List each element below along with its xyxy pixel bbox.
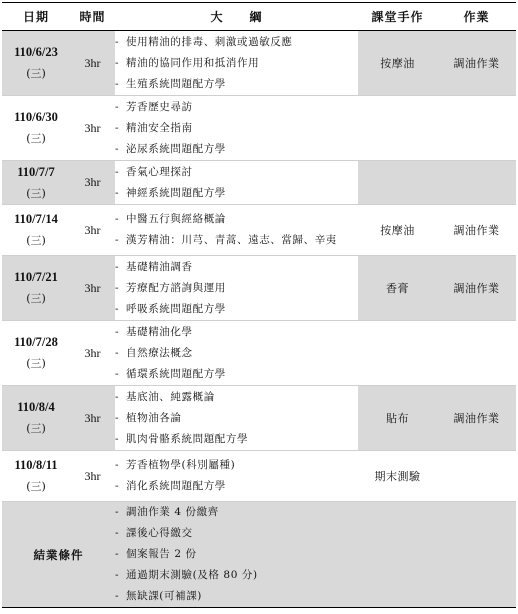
outline-list bbox=[115, 97, 358, 160]
header-time: 時間 bbox=[70, 3, 115, 31]
outline-item bbox=[115, 387, 358, 408]
header-row bbox=[2, 3, 516, 31]
outline-list bbox=[115, 455, 358, 497]
classwork-cell bbox=[358, 321, 437, 386]
session-outline-cell bbox=[115, 205, 358, 256]
bullet-dash-icon: - bbox=[115, 234, 120, 246]
outline-item-text: 肌肉骨骼系統問題配方學 bbox=[126, 432, 249, 445]
bullet-dash-icon: - bbox=[115, 432, 120, 445]
session-date: 110/6/23 bbox=[14, 45, 58, 59]
table-row bbox=[2, 31, 516, 96]
session-weekday: (三) bbox=[26, 422, 46, 435]
table-row bbox=[2, 386, 516, 451]
completion-item bbox=[115, 565, 358, 586]
outline-list bbox=[115, 209, 358, 251]
header-outline: 大 綱 bbox=[115, 3, 358, 31]
bullet-dash-icon: - bbox=[115, 186, 120, 199]
completion-item bbox=[115, 544, 358, 565]
bullet-dash-icon: - bbox=[115, 506, 120, 518]
completion-label: 結業條件 bbox=[2, 502, 115, 608]
bullet-dash-icon: - bbox=[115, 390, 120, 403]
completion-item-text: 通過期末測驗(及格 80 分) bbox=[126, 569, 258, 581]
outline-list bbox=[115, 162, 358, 204]
table-row bbox=[2, 451, 516, 502]
session-weekday: (三) bbox=[26, 292, 46, 305]
outline-item-text: 芳香歷史尋訪 bbox=[126, 100, 193, 113]
bullet-dash-icon: - bbox=[115, 35, 120, 48]
session-date-cell bbox=[2, 96, 70, 161]
completion-blank-cell bbox=[358, 502, 516, 608]
session-weekday: (三) bbox=[26, 234, 46, 247]
outline-item-text: 漢芳精油：川芎、青蒿、遠志、當歸、辛夷 bbox=[126, 234, 337, 246]
session-outline-cell bbox=[115, 96, 358, 161]
homework-cell: 調油作業 bbox=[437, 31, 516, 96]
outline-item bbox=[115, 139, 358, 160]
session-outline-cell bbox=[115, 321, 358, 386]
outline-item bbox=[115, 118, 358, 139]
bullet-dash-icon: - bbox=[115, 459, 120, 471]
outline-item-text: 基礎精油調香 bbox=[126, 260, 193, 273]
outline-item-text: 芳香植物學(科別屬種) bbox=[126, 459, 236, 471]
outline-list bbox=[115, 387, 358, 450]
outline-list bbox=[115, 32, 358, 95]
outline-item bbox=[115, 278, 358, 299]
classwork-cell: 按摩油 bbox=[358, 205, 437, 256]
session-date-cell bbox=[2, 31, 70, 96]
session-outline-cell bbox=[115, 451, 358, 502]
outline-item-text: 神經系統問題配方學 bbox=[126, 186, 226, 199]
session-weekday: (三) bbox=[26, 67, 46, 80]
completion-item bbox=[115, 586, 358, 607]
table-row bbox=[2, 96, 516, 161]
outline-item bbox=[115, 162, 358, 183]
session-duration: 3hr bbox=[70, 386, 115, 451]
outline-item-text: 植物油各論 bbox=[126, 411, 182, 424]
outline-list bbox=[115, 322, 358, 385]
outline-item-text: 香氣心理探討 bbox=[126, 165, 193, 178]
outline-item bbox=[115, 455, 358, 476]
bullet-dash-icon: - bbox=[115, 590, 120, 602]
outline-item-text: 呼吸系統問題配方學 bbox=[126, 302, 226, 315]
outline-list bbox=[115, 257, 358, 320]
session-weekday: (三) bbox=[26, 480, 46, 493]
bullet-dash-icon: - bbox=[115, 56, 120, 69]
outline-item-text: 芳療配方諮詢與運用 bbox=[126, 281, 226, 294]
session-weekday: (三) bbox=[26, 186, 46, 200]
session-outline-cell bbox=[115, 31, 358, 96]
outline-item bbox=[115, 364, 358, 385]
session-outline-cell bbox=[115, 161, 358, 205]
session-date: 110/8/4 bbox=[17, 400, 55, 414]
outline-item bbox=[115, 299, 358, 320]
bullet-dash-icon: - bbox=[115, 569, 120, 581]
table-row bbox=[2, 205, 516, 256]
session-date-cell bbox=[2, 321, 70, 386]
completion-list bbox=[115, 502, 358, 607]
bullet-dash-icon: - bbox=[115, 302, 120, 315]
outline-item bbox=[115, 343, 358, 364]
session-date: 110/8/11 bbox=[14, 458, 58, 472]
outline-item bbox=[115, 476, 358, 497]
outline-item bbox=[115, 322, 358, 343]
outline-item bbox=[115, 32, 358, 53]
bullet-dash-icon: - bbox=[115, 77, 120, 90]
homework-cell: 調油作業 bbox=[437, 205, 516, 256]
homework-cell bbox=[437, 96, 516, 161]
bullet-dash-icon: - bbox=[115, 527, 120, 539]
outline-item-text: 精油的協同作用和抵消作用 bbox=[126, 56, 260, 69]
session-duration: 3hr bbox=[70, 31, 115, 96]
completion-item-text: 調油作業 4 份繳齊 bbox=[126, 506, 219, 518]
session-date: 110/7/14 bbox=[14, 212, 58, 226]
course-schedule-table bbox=[2, 2, 516, 608]
completion-item bbox=[115, 502, 358, 523]
outline-item-text: 消化系統問題配方學 bbox=[126, 480, 226, 492]
outline-item-text: 循環系統問題配方學 bbox=[126, 367, 226, 380]
session-weekday: (三) bbox=[26, 357, 46, 370]
outline-item-text: 基礎精油化學 bbox=[126, 325, 193, 338]
completion-item-text: 個案報告 2 份 bbox=[126, 548, 197, 560]
session-date-cell bbox=[2, 386, 70, 451]
session-weekday: (三) bbox=[26, 132, 46, 145]
session-outline-cell bbox=[115, 386, 358, 451]
completion-item-text: 課後心得繳交 bbox=[126, 527, 193, 539]
session-date: 110/7/28 bbox=[14, 335, 58, 349]
outline-item bbox=[115, 408, 358, 429]
session-outline-cell bbox=[115, 256, 358, 321]
outline-item bbox=[115, 230, 358, 251]
bullet-dash-icon: - bbox=[115, 142, 120, 155]
classwork-cell: 香膏 bbox=[358, 256, 437, 321]
outline-item bbox=[115, 97, 358, 118]
outline-item-text: 中醫五行與經絡概論 bbox=[126, 213, 226, 225]
bullet-dash-icon: - bbox=[115, 480, 120, 492]
session-date-cell bbox=[2, 205, 70, 256]
bullet-dash-icon: - bbox=[115, 325, 120, 338]
classwork-cell bbox=[358, 96, 437, 161]
session-duration: 3hr bbox=[70, 205, 115, 256]
bullet-dash-icon: - bbox=[115, 100, 120, 113]
session-duration: 3hr bbox=[70, 321, 115, 386]
homework-cell: 調油作業 bbox=[437, 386, 516, 451]
header-homework: 作業 bbox=[437, 3, 516, 31]
outline-item-text: 精油安全指南 bbox=[126, 121, 193, 134]
session-duration: 3hr bbox=[70, 96, 115, 161]
completion-conditions-cell bbox=[115, 502, 358, 608]
bullet-dash-icon: - bbox=[115, 281, 120, 294]
session-date-cell bbox=[2, 256, 70, 321]
bullet-dash-icon: - bbox=[115, 260, 120, 273]
bullet-dash-icon: - bbox=[115, 213, 120, 225]
outline-item bbox=[115, 257, 358, 278]
session-date: 110/6/30 bbox=[14, 110, 58, 124]
outline-item-text: 泌尿系統問題配方學 bbox=[126, 142, 226, 155]
bullet-dash-icon: - bbox=[115, 367, 120, 380]
session-duration: 3hr bbox=[70, 256, 115, 321]
session-date: 110/7/21 bbox=[14, 270, 58, 284]
completion-row bbox=[2, 502, 516, 608]
classwork-cell bbox=[358, 161, 437, 205]
header-classwork: 課堂手作 bbox=[358, 3, 437, 31]
bullet-dash-icon: - bbox=[115, 121, 120, 134]
table-row bbox=[2, 321, 516, 386]
outline-item bbox=[115, 74, 358, 95]
homework-cell bbox=[437, 321, 516, 386]
outline-item-text: 基底油、純露概論 bbox=[126, 390, 215, 403]
outline-item bbox=[115, 209, 358, 230]
completion-item-text: 無缺課(可補課) bbox=[126, 590, 202, 602]
classwork-cell: 期末測驗 bbox=[358, 451, 437, 502]
outline-item bbox=[115, 53, 358, 74]
session-date-cell bbox=[2, 161, 70, 205]
homework-cell: 調油作業 bbox=[437, 256, 516, 321]
classwork-cell: 貼布 bbox=[358, 386, 437, 451]
completion-item bbox=[115, 523, 358, 544]
outline-item-text: 使用精油的排毒、刺激或過敏反應 bbox=[126, 35, 293, 48]
bullet-dash-icon: - bbox=[115, 346, 120, 359]
bullet-dash-icon: - bbox=[115, 165, 120, 178]
bullet-dash-icon: - bbox=[115, 548, 120, 560]
homework-cell bbox=[437, 451, 516, 502]
outline-item bbox=[115, 429, 358, 450]
session-date-cell bbox=[2, 451, 70, 502]
session-duration: 3hr bbox=[70, 161, 115, 205]
classwork-cell: 按摩油 bbox=[358, 31, 437, 96]
session-date: 110/7/7 bbox=[17, 164, 55, 179]
header-date: 日期 bbox=[2, 3, 70, 31]
bullet-dash-icon: - bbox=[115, 411, 120, 424]
outline-item-text: 自然療法概念 bbox=[126, 346, 193, 359]
table-row bbox=[2, 256, 516, 321]
outline-item-text: 生殖系統問題配方學 bbox=[126, 77, 226, 90]
homework-cell bbox=[437, 161, 516, 205]
outline-item bbox=[115, 183, 358, 204]
session-duration: 3hr bbox=[70, 451, 115, 502]
table-row bbox=[2, 161, 516, 205]
